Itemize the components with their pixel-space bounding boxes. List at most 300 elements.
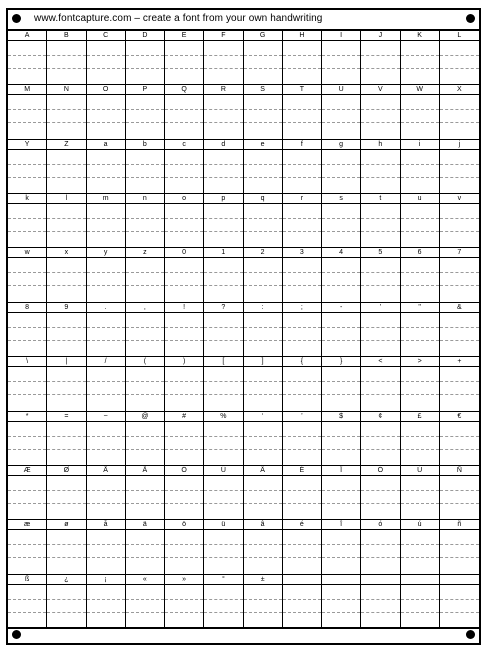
glyph-cell[interactable] [204, 31, 243, 84]
guide-line [8, 436, 46, 437]
guide-line [87, 612, 125, 613]
glyph-label: S [244, 85, 282, 95]
guide-line [401, 327, 439, 328]
glyph-label [322, 575, 360, 585]
guide-line [126, 68, 164, 69]
guide-line [440, 394, 479, 395]
guide-line [244, 327, 282, 328]
glyph-cell[interactable] [244, 520, 283, 573]
guide-line [8, 272, 46, 273]
glyph-label: > [401, 357, 439, 367]
guide-line [440, 55, 479, 56]
glyph-cell[interactable] [165, 31, 204, 84]
glyph-cell[interactable] [401, 520, 440, 573]
glyph-cell[interactable] [47, 412, 86, 465]
glyph-cell[interactable] [401, 303, 440, 356]
glyph-label: & [440, 303, 479, 313]
guide-line [8, 327, 46, 328]
glyph-cell[interactable] [87, 31, 126, 84]
glyph-cell[interactable] [401, 85, 440, 138]
guide-line [47, 231, 85, 232]
guide-line [283, 340, 321, 341]
glyph-cell[interactable] [440, 303, 479, 356]
glyph-cell[interactable] [165, 303, 204, 356]
glyph-label: r [283, 194, 321, 204]
glyph-cell[interactable] [283, 466, 322, 519]
glyph-cell[interactable] [204, 248, 243, 301]
guide-line [361, 490, 399, 491]
glyph-cell[interactable] [126, 303, 165, 356]
glyph-cell[interactable] [401, 140, 440, 193]
guide-line [401, 55, 439, 56]
guide-line [283, 218, 321, 219]
guide-line [204, 55, 242, 56]
glyph-row [8, 248, 479, 302]
guide-line [126, 557, 164, 558]
glyph-cell[interactable] [401, 575, 440, 628]
guide-line [87, 55, 125, 56]
glyph-label: % [204, 412, 242, 422]
guide-line [283, 55, 321, 56]
glyph-label: j [440, 140, 479, 150]
guide-line [126, 381, 164, 382]
guide-line [361, 599, 399, 600]
guide-line [322, 218, 360, 219]
guide-line [401, 503, 439, 504]
glyph-cell[interactable] [47, 85, 86, 138]
guide-line [126, 218, 164, 219]
guide-line [165, 490, 203, 491]
glyph-label: ¢ [361, 412, 399, 422]
guide-line [204, 285, 242, 286]
glyph-cell[interactable] [165, 85, 204, 138]
glyph-cell[interactable] [244, 575, 283, 628]
glyph-cell[interactable] [204, 85, 243, 138]
glyph-label: ú [401, 520, 439, 530]
glyph-cell[interactable] [244, 194, 283, 247]
glyph-cell[interactable] [283, 303, 322, 356]
guide-line [283, 381, 321, 382]
glyph-label: ; [283, 303, 321, 313]
glyph-cell[interactable] [8, 303, 47, 356]
glyph-cell[interactable] [361, 140, 400, 193]
header-bar [8, 10, 479, 31]
glyph-cell[interactable] [322, 520, 361, 573]
guide-line [47, 164, 85, 165]
guide-line [165, 164, 203, 165]
glyph-cell[interactable] [322, 248, 361, 301]
glyph-cell[interactable] [47, 31, 86, 84]
glyph-label: E [165, 31, 203, 41]
glyph-cell[interactable] [440, 357, 479, 410]
glyph-cell[interactable] [322, 303, 361, 356]
glyph-cell[interactable] [204, 466, 243, 519]
glyph-cell[interactable] [440, 575, 479, 628]
glyph-cell[interactable] [283, 412, 322, 465]
glyph-cell[interactable] [283, 575, 322, 628]
glyph-label: I [322, 31, 360, 41]
glyph-label: b [126, 140, 164, 150]
glyph-cell[interactable] [322, 575, 361, 628]
glyph-cell[interactable] [8, 412, 47, 465]
guide-line [361, 436, 399, 437]
guide-line [401, 285, 439, 286]
guide-line [47, 109, 85, 110]
glyph-cell[interactable] [126, 412, 165, 465]
glyph-cell[interactable] [401, 412, 440, 465]
glyph-cell[interactable] [126, 248, 165, 301]
guide-line [401, 557, 439, 558]
guide-line [87, 394, 125, 395]
guide-line [87, 503, 125, 504]
guide-line [322, 599, 360, 600]
glyph-cell[interactable] [440, 248, 479, 301]
guide-line [244, 436, 282, 437]
guide-line [322, 544, 360, 545]
guide-line [126, 599, 164, 600]
guide-line [87, 544, 125, 545]
glyph-label: » [165, 575, 203, 585]
glyph-label: 7 [440, 248, 479, 258]
glyph-cell[interactable] [361, 85, 400, 138]
guide-line [47, 503, 85, 504]
glyph-cell[interactable] [47, 357, 86, 410]
glyph-label: O [87, 85, 125, 95]
glyph-cell[interactable] [283, 520, 322, 573]
glyph-label: Z [47, 140, 85, 150]
glyph-label: Ü [204, 466, 242, 476]
guide-line [8, 544, 46, 545]
glyph-cell[interactable] [401, 466, 440, 519]
glyph-cell[interactable] [204, 412, 243, 465]
guide-line [440, 612, 479, 613]
guide-line [165, 68, 203, 69]
glyph-cell[interactable] [322, 466, 361, 519]
glyph-cell[interactable] [244, 303, 283, 356]
glyph-label: = [47, 412, 85, 422]
glyph-cell[interactable] [204, 357, 243, 410]
glyph-cell[interactable] [8, 248, 47, 301]
glyph-label: ~ [87, 412, 125, 422]
guide-line [87, 231, 125, 232]
glyph-label: ? [204, 303, 242, 313]
glyph-cell[interactable] [244, 140, 283, 193]
glyph-cell[interactable] [8, 194, 47, 247]
guide-line [283, 122, 321, 123]
glyph-label: 8 [8, 303, 46, 313]
guide-line [283, 544, 321, 545]
glyph-label: Ø [47, 466, 85, 476]
guide-line [322, 55, 360, 56]
glyph-label: é [283, 520, 321, 530]
glyph-cell[interactable] [87, 357, 126, 410]
glyph-label: ü [204, 520, 242, 530]
guide-line [87, 381, 125, 382]
glyph-cell[interactable] [126, 575, 165, 628]
glyph-cell[interactable] [47, 466, 86, 519]
glyph-cell[interactable] [47, 303, 86, 356]
guide-line [126, 109, 164, 110]
glyph-label: w [8, 248, 46, 258]
glyph-label: m [87, 194, 125, 204]
glyph-label: Î [322, 466, 360, 476]
glyph-cell[interactable] [165, 412, 204, 465]
glyph-cell[interactable] [322, 85, 361, 138]
glyph-cell[interactable] [165, 520, 204, 573]
glyph-cell[interactable] [244, 466, 283, 519]
glyph-cell[interactable] [204, 303, 243, 356]
guide-line [165, 55, 203, 56]
guide-line [126, 122, 164, 123]
glyph-label: M [8, 85, 46, 95]
glyph-cell[interactable] [361, 303, 400, 356]
guide-line [440, 557, 479, 558]
glyph-cell[interactable] [165, 140, 204, 193]
guide-line [244, 164, 282, 165]
glyph-cell[interactable] [361, 31, 400, 84]
glyph-cell[interactable] [283, 357, 322, 410]
glyph-row [8, 140, 479, 194]
glyph-label [440, 575, 479, 585]
glyph-cell[interactable] [126, 31, 165, 84]
glyph-cell[interactable] [47, 194, 86, 247]
glyph-cell[interactable] [361, 412, 400, 465]
glyph-cell[interactable] [361, 520, 400, 573]
glyph-cell[interactable] [440, 412, 479, 465]
guide-line [8, 122, 46, 123]
glyph-cell[interactable] [126, 194, 165, 247]
guide-line [361, 122, 399, 123]
guide-line [244, 272, 282, 273]
glyph-cell[interactable] [204, 520, 243, 573]
glyph-label: Æ [8, 466, 46, 476]
glyph-cell[interactable] [126, 466, 165, 519]
guide-line [204, 340, 242, 341]
glyph-cell[interactable] [283, 85, 322, 138]
glyph-label [283, 575, 321, 585]
guide-line [244, 285, 282, 286]
guide-line [361, 218, 399, 219]
glyph-cell[interactable] [8, 520, 47, 573]
guide-line [401, 340, 439, 341]
glyph-cell[interactable] [401, 248, 440, 301]
page-title: www.fontcapture.com – create a font from your own handwriting [34, 13, 323, 24]
guide-line [401, 177, 439, 178]
glyph-cell[interactable] [47, 575, 86, 628]
glyph-row [8, 303, 479, 357]
glyph-cell[interactable] [244, 31, 283, 84]
guide-line [361, 503, 399, 504]
glyph-cell[interactable] [244, 248, 283, 301]
glyph-cell[interactable] [440, 520, 479, 573]
glyph-cell[interactable] [87, 85, 126, 138]
glyph-cell[interactable] [361, 357, 400, 410]
glyph-cell[interactable] [8, 85, 47, 138]
glyph-cell[interactable] [87, 140, 126, 193]
guide-line [8, 612, 46, 613]
glyph-cell[interactable] [47, 140, 86, 193]
glyph-cell[interactable] [440, 140, 479, 193]
guide-line [204, 68, 242, 69]
guide-line [244, 599, 282, 600]
guide-line [244, 231, 282, 232]
glyph-cell[interactable] [126, 357, 165, 410]
glyph-cell[interactable] [87, 303, 126, 356]
guide-line [87, 327, 125, 328]
glyph-cell[interactable] [165, 575, 204, 628]
glyph-label: $ [322, 412, 360, 422]
glyph-label: a [87, 140, 125, 150]
guide-line [87, 272, 125, 273]
glyph-cell[interactable] [361, 575, 400, 628]
glyph-cell[interactable] [87, 412, 126, 465]
guide-line [401, 599, 439, 600]
glyph-cell[interactable] [204, 575, 243, 628]
glyph-cell[interactable] [401, 357, 440, 410]
glyph-label: W [401, 85, 439, 95]
guide-line [244, 557, 282, 558]
guide-line [244, 394, 282, 395]
glyph-label: ø [47, 520, 85, 530]
guide-line [87, 285, 125, 286]
glyph-cell[interactable] [283, 194, 322, 247]
guide-line [244, 55, 282, 56]
guide-line [361, 381, 399, 382]
glyph-label: + [440, 357, 479, 367]
glyph-cell[interactable] [204, 140, 243, 193]
glyph-label: X [440, 85, 479, 95]
glyph-cell[interactable] [283, 248, 322, 301]
guide-line [244, 544, 282, 545]
glyph-label: [ [204, 357, 242, 367]
guide-line [126, 490, 164, 491]
glyph-label: < [361, 357, 399, 367]
guide-line [87, 490, 125, 491]
guide-line [165, 177, 203, 178]
glyph-label: Ú [401, 466, 439, 476]
glyph-cell[interactable] [204, 194, 243, 247]
guide-line [361, 327, 399, 328]
glyph-label: 4 [322, 248, 360, 258]
glyph-cell[interactable] [322, 31, 361, 84]
guide-line [47, 544, 85, 545]
guide-line [361, 231, 399, 232]
glyph-cell[interactable] [126, 85, 165, 138]
glyph-label: ¡ [87, 575, 125, 585]
glyph-label: ° [204, 575, 242, 585]
glyph-cell[interactable] [244, 85, 283, 138]
guide-line [440, 490, 479, 491]
guide-line [204, 394, 242, 395]
glyph-label: e [244, 140, 282, 150]
glyph-label: 1 [204, 248, 242, 258]
guide-line [322, 68, 360, 69]
guide-line [440, 231, 479, 232]
guide-line [8, 394, 46, 395]
glyph-label: 9 [47, 303, 85, 313]
glyph-cell[interactable] [322, 140, 361, 193]
glyph-cell[interactable] [283, 140, 322, 193]
guide-line [283, 436, 321, 437]
glyph-label: £ [401, 412, 439, 422]
guide-line [126, 612, 164, 613]
glyph-label: c [165, 140, 203, 150]
guide-line [126, 285, 164, 286]
guide-line [322, 177, 360, 178]
glyph-label: v [440, 194, 479, 204]
glyph-cell[interactable] [440, 466, 479, 519]
glyph-cell[interactable] [8, 357, 47, 410]
glyph-label: 0 [165, 248, 203, 258]
glyph-cell[interactable] [401, 194, 440, 247]
glyph-cell[interactable] [322, 357, 361, 410]
glyph-label: | [47, 357, 85, 367]
glyph-label: A [8, 31, 46, 41]
glyph-label: T [283, 85, 321, 95]
glyph-label: ä [126, 520, 164, 530]
glyph-label: € [440, 412, 479, 422]
glyph-label: ’ [283, 412, 321, 422]
glyph-cell[interactable] [87, 575, 126, 628]
glyph-cell[interactable] [87, 466, 126, 519]
guide-line [126, 164, 164, 165]
glyph-label: q [244, 194, 282, 204]
glyph-cell[interactable] [401, 31, 440, 84]
glyph-cell[interactable] [126, 520, 165, 573]
guide-line [8, 55, 46, 56]
glyph-cell[interactable] [440, 194, 479, 247]
glyph-cell[interactable] [47, 520, 86, 573]
glyph-cell[interactable] [126, 140, 165, 193]
glyph-cell[interactable] [361, 248, 400, 301]
glyph-cell[interactable] [361, 194, 400, 247]
glyph-cell[interactable] [87, 520, 126, 573]
glyph-label: 2 [244, 248, 282, 258]
glyph-cell[interactable] [165, 466, 204, 519]
guide-line [47, 55, 85, 56]
glyph-cell[interactable] [361, 466, 400, 519]
glyph-cell[interactable] [8, 31, 47, 84]
glyph-cell[interactable] [322, 412, 361, 465]
glyph-label: @ [126, 412, 164, 422]
glyph-cell[interactable] [165, 194, 204, 247]
glyph-cell[interactable] [8, 140, 47, 193]
glyph-label: z [126, 248, 164, 258]
glyph-cell[interactable] [244, 357, 283, 410]
glyph-cell[interactable] [8, 575, 47, 628]
guide-line [322, 272, 360, 273]
glyph-cell[interactable] [87, 248, 126, 301]
glyph-cell[interactable] [283, 31, 322, 84]
guide-line [126, 327, 164, 328]
glyph-label: o [165, 194, 203, 204]
glyph-label: - [322, 303, 360, 313]
glyph-cell[interactable] [322, 194, 361, 247]
guide-line [126, 177, 164, 178]
guide-line [204, 231, 242, 232]
glyph-cell[interactable] [244, 412, 283, 465]
glyph-cell[interactable] [440, 85, 479, 138]
glyph-cell[interactable] [87, 194, 126, 247]
guide-line [8, 164, 46, 165]
glyph-cell[interactable] [440, 31, 479, 84]
glyph-cell[interactable] [8, 466, 47, 519]
glyph-cell[interactable] [165, 248, 204, 301]
glyph-cell[interactable] [47, 248, 86, 301]
guide-line [401, 544, 439, 545]
glyph-cell[interactable] [165, 357, 204, 410]
guide-line [401, 231, 439, 232]
